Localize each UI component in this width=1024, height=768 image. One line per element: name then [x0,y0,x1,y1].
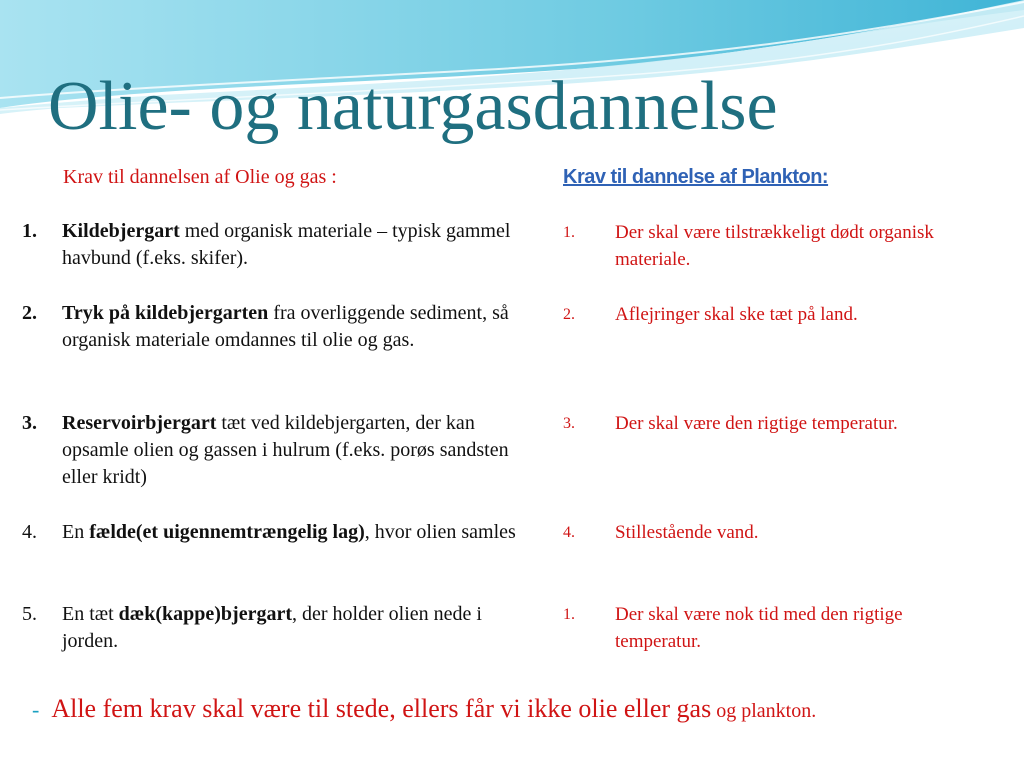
key-term: fælde(et uigennemtrængelig lag) [89,521,365,543]
conclusion-tail: og plankton. [711,700,817,722]
conclusion-line [32,694,816,724]
list-number: 5. [22,603,37,625]
item-text: , hvor olien samles [364,521,516,543]
key-term: Kildebjergart [62,220,180,242]
item-text: Stillestående vand. [615,522,759,543]
item-text: fra overliggende sediment, så organisk materiale omdannes til olie og gas. [62,302,509,351]
list-number: 4. [563,524,575,541]
left-list-item [22,410,542,491]
left-column-heading: Krav til dannelsen af Olie og gas : [63,166,337,188]
item-prefix: En tæt [62,603,119,625]
right-list-item [563,410,993,437]
list-number: 3. [563,415,575,432]
item-text: Der skal være tilstrækkeligt dødt organisk materiale. [615,222,934,270]
item-text: , der holder olien nede i jorden. [62,603,482,652]
bullet-dash: - [32,697,40,722]
conclusion-main: Alle fem krav skal være til stede, ellers får vi ikke olie eller gas [51,694,712,723]
left-list-item [22,218,542,272]
list-number: 1. [563,224,575,241]
right-list-item [563,219,993,273]
item-text: tæt ved kildebjergarten, der kan opsamle olien og gassen i hulrum (f.eks. porøs sandsten eller kridt) [62,412,509,488]
right-list-item [563,601,993,655]
item-text: Der skal være nok tid med den rigtige temperatur. [615,604,903,652]
item-text: Aflejringer skal ske tæt på land. [615,304,858,325]
key-term: Tryk på kildebjergarten [62,302,269,324]
key-term: Reservoirbjergart [62,412,217,434]
left-list-item [22,519,542,546]
right-list-item [563,301,993,328]
right-list-item [563,519,993,546]
right-column-heading: Krav til dannelse af Plankton: [563,166,829,188]
left-list-item [22,300,542,354]
list-number: 4. [22,521,37,543]
list-number: 1. [22,220,37,242]
key-term: dæk(kappe)bjergart [118,603,293,625]
item-text: Der skal være den rigtige temperatur. [615,413,898,434]
list-number: 3. [22,412,37,434]
left-list-item [22,601,542,655]
item-text: med organisk materiale – typisk gammel havbund (f.eks. skifer). [62,220,511,269]
list-number: 2. [22,302,37,324]
list-number: 1. [563,606,575,623]
list-number: 2. [563,306,575,323]
item-prefix: En [62,521,90,543]
slide-title: Olie- og naturgasdannelse [48,68,778,145]
